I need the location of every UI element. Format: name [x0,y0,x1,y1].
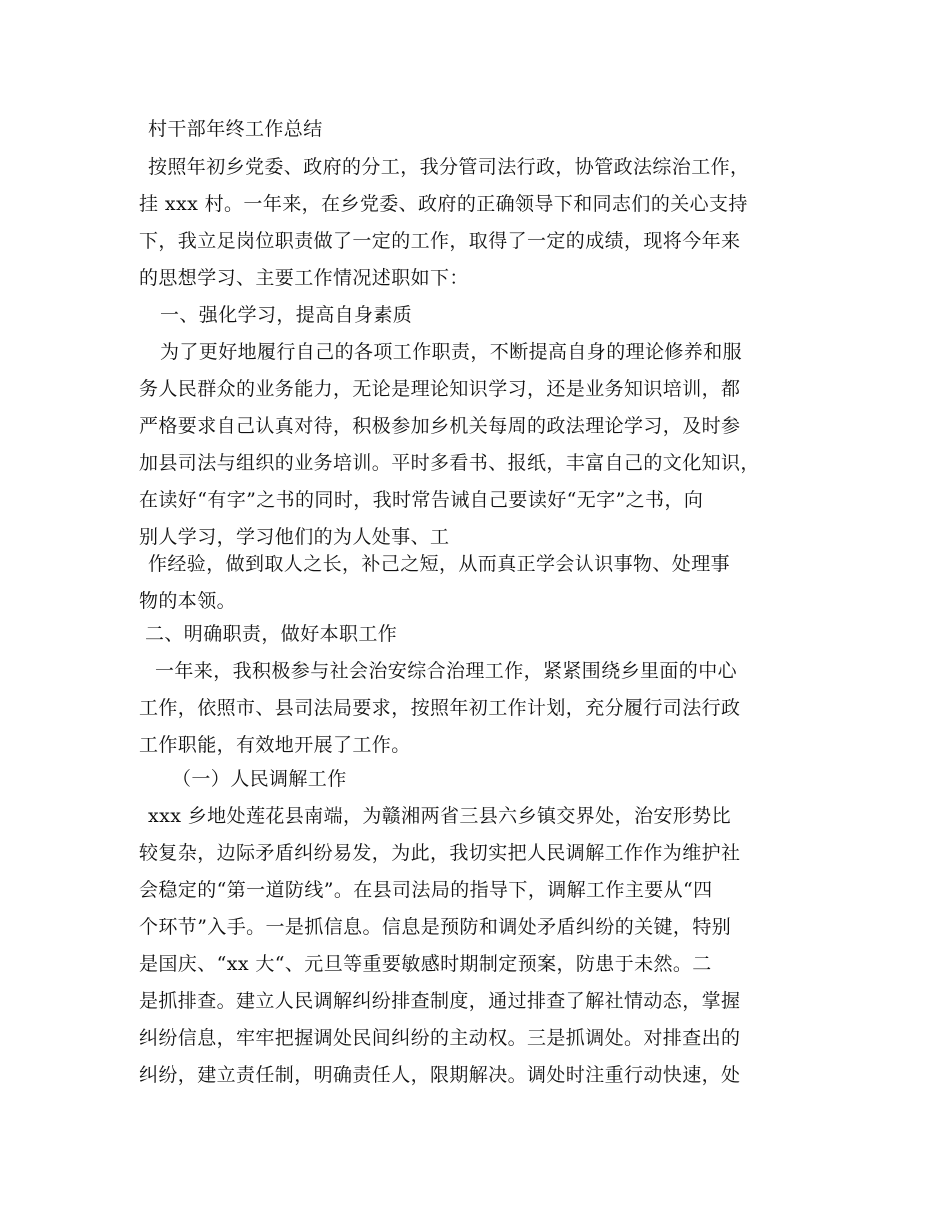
paragraph-line: xxx 乡地处莲花县南端，为赣湘两省三县六乡镇交界处，治安形势比 [148,805,731,827]
subsection-heading: （一）人民调解工作 [172,768,347,790]
paragraph-line: 是国庆、“xx 大“、元旦等重要敏感时期制定预案，防患于未然。二 [139,953,712,975]
paragraph-line: 的思想学习、主要工作情况述职如下： [139,267,469,289]
paragraph-line: 一年来，我积极参与社会治安综合治理工作，紧紧围绕乡里面的中心 [155,660,738,682]
paragraph-line: 在读好“有字”之书的同时，我时常告诫自己要读好“无字”之书，向 [139,489,704,511]
paragraph-line: 按照年初乡党委、政府的分工，我分管司法行政，协管政法综治工作， [148,156,750,178]
paragraph-line: 严格要求自己认真对待，积极参加乡机关每周的政法理论学习，及时参 [139,415,741,437]
paragraph-line: 别人学习，学习他们的为人处事、工 [139,526,450,548]
paragraph-line: 工作，依照市、县司法局要求，按照年初工作计划，充分履行司法行政 [139,697,741,719]
paragraph-line: 纠纷，建立责任制，明确责任人，限期解决。调处时注重行动快速，处 [139,1064,741,1086]
paragraph-line: 会稳定的“第一道防线”。在县司法局的指导下，调解工作主要从“四 [139,879,713,901]
paragraph-line: 工作职能，有效地开展了工作。 [139,734,411,756]
paragraph-line: 挂 xxx 村。一年来，在乡党委、政府的正确领导下和同志们的关心支持 [139,193,748,215]
paragraph-line: 作经验，做到取人之长，补己之短，从而真正学会认识事物、处理事 [148,553,731,575]
paragraph-line: 务人民群众的业务能力，无论是理论知识学习，还是业务知识培训，都 [139,378,741,400]
section-heading: 二、明确职责，做好本职工作 [145,623,398,645]
section-heading: 一、强化学习，提高自身素质 [160,304,413,326]
paragraph-line: 较复杂，边际矛盾纠纷易发，为此，我切实把人民调解工作作为维护社 [139,842,741,864]
paragraph-line: 个环节”入手。一是抓信息。信息是预防和调处矛盾纠纷的关键，特别 [139,916,732,938]
paragraph-line: 物的本领。 [139,590,237,612]
paragraph-line: 加县司法与组织的业务培训。平时多看书、报纸，丰富自己的文化知识， [139,452,760,474]
paragraph-line: 下，我立足岗位职责做了一定的工作，取得了一定的成绩，现将今年来 [139,230,741,252]
paragraph-line: 为了更好地履行自己的各项工作职责，不断提高自身的理论修养和服 [160,341,743,363]
paragraph-line: 是抓排查。建立人民调解纠纷排查制度，通过排查了解社情动态，掌握 [139,990,741,1012]
paragraph-line: 纠纷信息，牢牢把握调处民间纠纷的主动权。三是抓调处。对排查出的 [139,1027,741,1049]
document-title: 村干部年终工作总结 [148,118,323,140]
